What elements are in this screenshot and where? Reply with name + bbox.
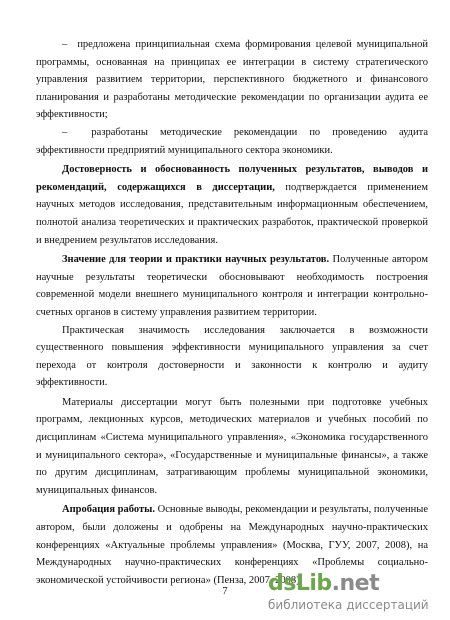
list-item-audit-recommendations	[36, 124, 428, 159]
heading-approbation: Апробация работы.	[62, 504, 155, 516]
paragraph-text: Полученные автором научные результаты теоретически обосновывают необходимость построения современной модели внешнего муниципального контроля и интеграции контрольно-счетных органов в систему управления развитием территории.	[36, 254, 428, 318]
bullet-dash: –	[62, 126, 68, 138]
paragraph-materials	[36, 394, 428, 500]
page-number: 7	[222, 586, 228, 597]
heading-reliability: Достоверность и обоснованность полученных результатов, выводов и рекомендаций, содержащихся в диссертации,	[36, 164, 428, 193]
paragraph-text: подтверждается применением научных методов исследования, представительным информационным обеспечением, полнотой анализа теоретических и практических разработок, практической проверкой и внедрением результатов исследования.	[36, 181, 428, 246]
paragraph-text: Практическая значимость исследования заключается в возможности существенного повышения эффективности муниципального управления за счет перехода от контроля достоверности и законности к контролю и аудиту эффективности.	[36, 324, 428, 389]
paragraph-significance	[36, 251, 428, 321]
dslib-logo-text: dsLib	[268, 570, 332, 596]
dslib-logo-domain: .net	[331, 570, 380, 596]
bullet-dash: –	[62, 39, 68, 50]
paragraph-text: Материалы диссертации могут быть полезными при подготовке учебных программ, лекционных курсов, методических материалов и учебных пособий по дисциплинам «Система муниципального управления», «Экономика государственного и муниципального сектора», «Государственные и муниципальные финансы», а также по другим дисциплинам, затрагивающим проблемы муниципальной экономики, муниципальных финансов.	[36, 396, 428, 496]
list-item-program-scheme	[36, 36, 428, 124]
list-item-text: предложена принципиальная схема формирования целевой муниципальной программы, основанная на принципах ее интеграции в систему стратегического управления развитием территории, перспективного бюджетного и финансового планирования и разработаны методические рекомендации по организации аудита ее эффективности;	[36, 39, 429, 121]
heading-significance: Значение для теории и практики научных результатов.	[62, 254, 330, 266]
paragraph-reliability	[36, 161, 428, 249]
dslib-subtitle: библиотека диссертаций	[268, 598, 429, 612]
dslib-logo	[268, 568, 379, 598]
dslib-watermark	[268, 568, 446, 616]
list-item-text: разработаны методические рекомендации по проведению аудита эффективности предприятий муниципального сектора экономики.	[36, 126, 429, 156]
document-body	[36, 36, 428, 589]
paragraph-text: Основные выводы, рекомендации и результаты, полученные автором, были доложены и одобрены на Международных научно-практических конференциях «Актуальные проблемы управления» (Москва, ГУУ, 2007, 2008), на Международных научно-практических конференциях «Проблемы социально-экономической устойчивости региона» (Пенза, 2007, 2008)	[36, 504, 429, 586]
paragraph-practical-value	[36, 322, 428, 392]
